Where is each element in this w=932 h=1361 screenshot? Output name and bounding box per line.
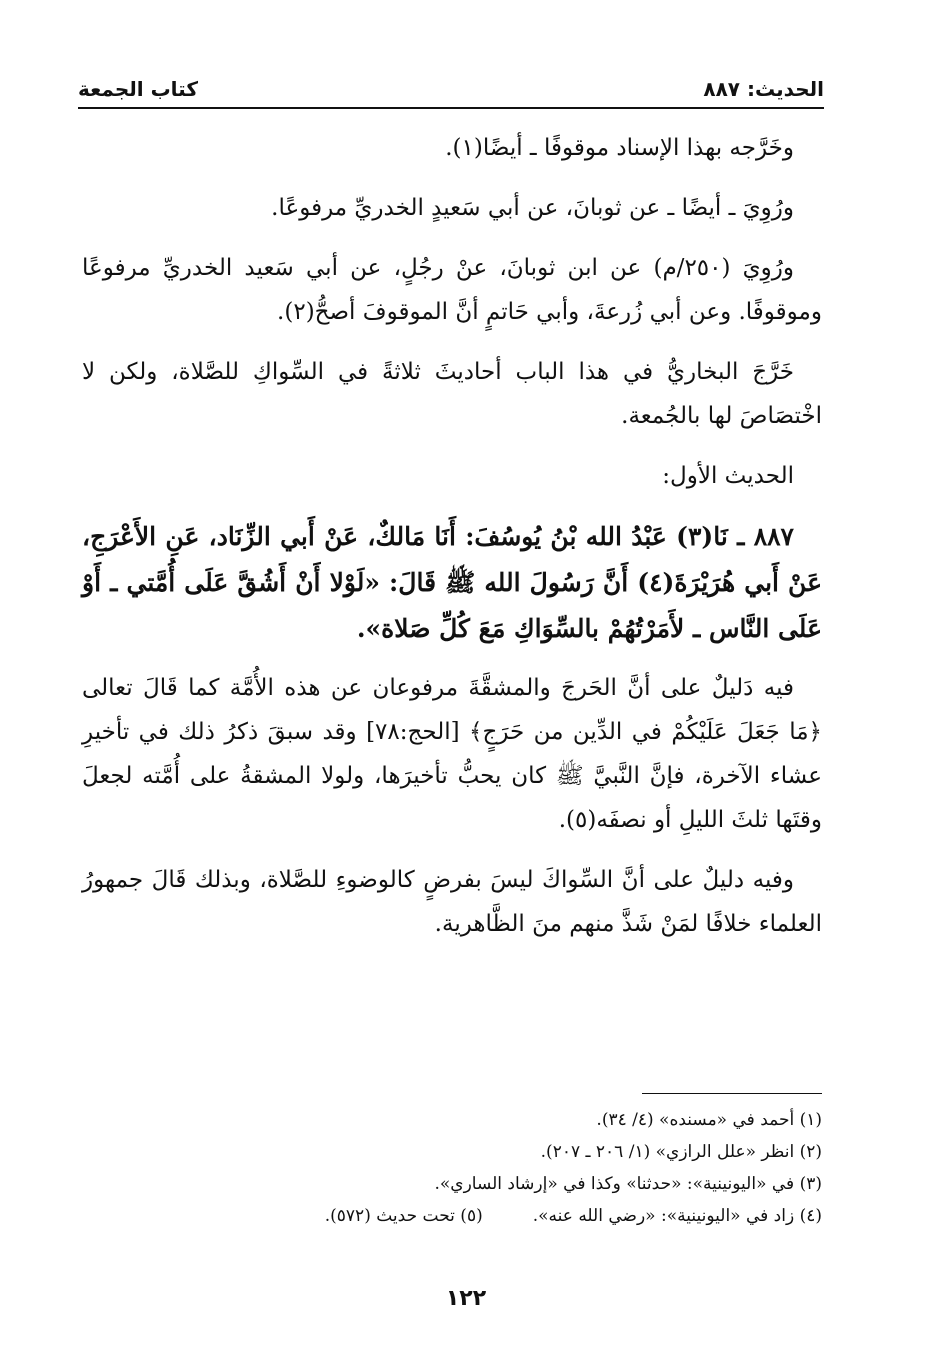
paragraph-3: ورُوِيَ (٢٥٠/م) عن ابن ثوبانَ، عنْ رجُلٍ، عن أبي سَعيد الخدريِّ مرفوعًا وموقوفًا. وعن أبي زُرعةَ، وأبي حَاتمٍ أنَّ الموقوفَ أصحُّ(٢). — [82, 255, 822, 325]
footnotes — [82, 1104, 822, 1232]
footnote-2: (٢) انظر «علل الرازي» (١/ ٢٠٦ ـ ٢٠٧). — [540, 1142, 822, 1162]
footnote-4: (٤) زاد في «اليونينية»: «رضي الله عنه». — [532, 1206, 822, 1226]
footnote-rule — [642, 1093, 822, 1094]
main-text — [82, 126, 822, 962]
commentary-1: فيه دَليلٌ على أنَّ الحَرجَ والمشقَّةَ مرفوعان عن هذه الأُمَّة كما قَالَ تعالى ﴿مَا جَعَلَ عَلَيْكُمْ في الدِّين من حَرَجٍ﴾ [الحج:٧٨] وقد سبقَ ذكرُ ذلك في تأخيرِ عشاء الآخرة، فإنَّ النَّبيَّ ﷺ كان يحبُّ تأخيرَها، ولولا المشقةُ على أُمَّته لجعلَ وقتَها ثلثَ الليلِ أو نصفَه(٥). — [82, 675, 822, 833]
header-hadith-number: الحديث: ٨٨٧ — [703, 77, 824, 101]
running-header — [78, 72, 824, 106]
header-book-title: كتاب الجمعة — [78, 77, 198, 101]
footnote-5: (٥) تحت حديث (٥٧٢). — [324, 1206, 483, 1226]
paragraph-1: وخَرَّجه بهذا الإسناد موقوفًا ـ أيضًا(١). — [445, 135, 794, 161]
paragraph-2: ورُوِيَ ـ أيضًا ـ عن ثوبانَ، عن أبي سَعيدٍ الخدريِّ مرفوعًا. — [271, 195, 794, 221]
hadith-text: ٨٨٧ ـ نَا(٣) عَبْدُ الله بْنُ يُوسُفَ: أَنَا مَالكٌ، عَنْ أَبي الزِّنَاد، عَنِ الأَعْرَجِ، عَنْ أَبي هُرَيْرَةَ(٤) أَنَّ رَسُولَ الله ﷺ قَالَ: «لَوْلا أَنْ أَشُقَّ عَلَى أُمَّتي ـ أَوْ عَلَى النَّاس ـ لأَمَرْتُهُمْ بالسِّوَاكِ مَعَ كُلِّ صَلاة». — [82, 522, 822, 643]
paragraph-4: خَرَّجَ البخاريُّ في هذا الباب أحاديثَ ثلاثةً في السِّواكِ للصَّلاة، ولكن لا اخْتصَاصَ لها بالجُمعة. — [82, 359, 822, 429]
commentary-2: وفيه دليلٌ على أنَّ السِّواكَ ليسَ بفرضٍ كالوضوءِ للصَّلاة، وبذلك قَالَ جمهورُ العلماء خلافًا لمَنْ شَذَّ منهم منَ الظَّاهرية. — [82, 867, 822, 937]
section-heading: الحديث الأول: — [662, 463, 794, 489]
footnote-row — [82, 1200, 822, 1232]
page-number: ١٢٢ — [445, 1286, 487, 1311]
header-rule — [78, 107, 824, 109]
footnote-1: (١) أحمد في «مسنده» (٤/ ٣٤). — [596, 1110, 822, 1130]
footnote-3: (٣) في «اليونينية»: «حدثنا» وكذا في «إرشاد الساري». — [434, 1174, 822, 1194]
